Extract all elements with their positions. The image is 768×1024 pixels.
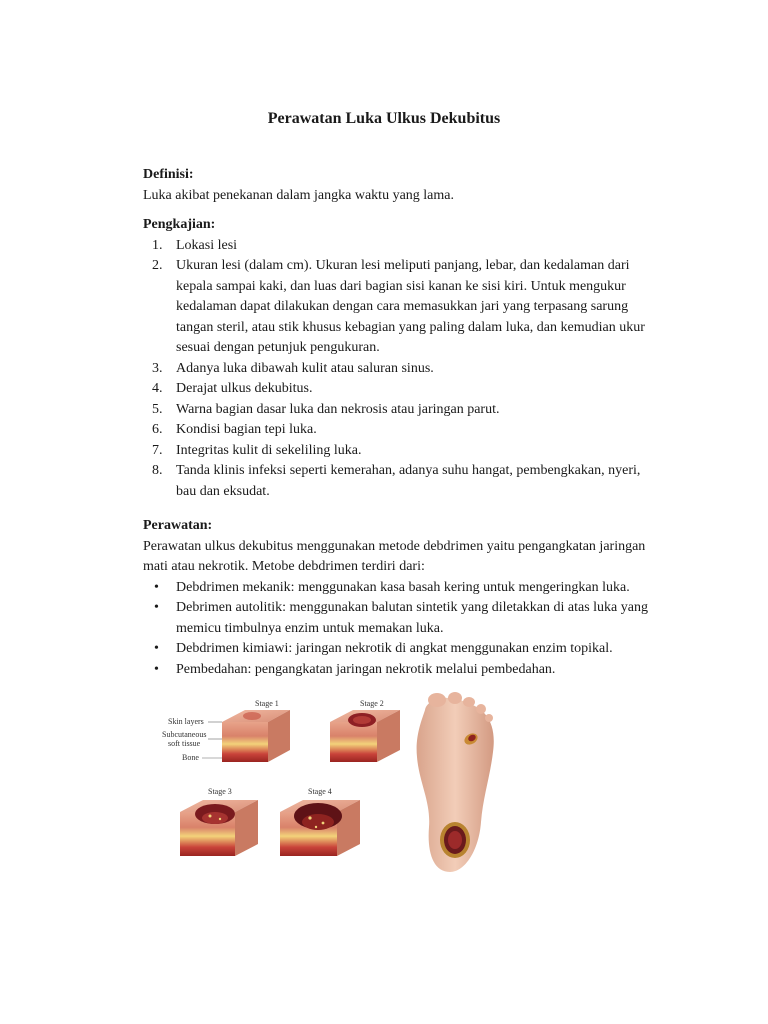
bullet-icon: •: [154, 579, 159, 595]
stage-4-label: Stage 4: [308, 787, 332, 796]
stage-1-label: Stage 1: [255, 699, 279, 708]
perawatan-heading: Perawatan:: [143, 518, 213, 533]
list-item: • Debrimen autolitik: menggunakan balutan sintetik yang diletakkan di atas luka yang memicu timbulnya enzim untuk memakan luka.: [154, 600, 648, 636]
layer-labels: [162, 717, 222, 762]
document-body: [143, 165, 663, 680]
list-item: 6. Kondisi bagian tepi luka.: [152, 422, 317, 437]
stage-2-block: [330, 699, 400, 762]
stage-1-block: [222, 699, 290, 762]
stage-3-label: Stage 3: [208, 787, 232, 796]
list-item: • Debdrimen kimiawi: jaringan nekrotik di angkat menggunakan enzim topikal.: [143, 639, 663, 660]
stage-4-block: [280, 787, 360, 856]
subcutaneous-label: Subcutaneous: [162, 730, 207, 739]
document-title: Perawatan Luka Ulkus Dekubitus: [267, 110, 501, 127]
list-item: 5. Warna bagian dasar luka dan nekrosis atau jaringan parut.: [152, 401, 500, 417]
list-item: • Pembedahan: pengangkatan jaringan nekrotik melalui pembedahan.: [143, 660, 663, 681]
bullet-icon: •: [154, 661, 159, 677]
stage-2-label: Stage 2: [360, 699, 384, 708]
bullet-icon: •: [154, 600, 159, 615]
foot-ulcer-illustration: [405, 692, 515, 877]
list-item: 7. Integritas kulit di sekeliling luka.: [152, 442, 362, 458]
soft-tissue-label: soft tissue: [168, 739, 201, 748]
list-item: 8. Tanda klinis infeksi seperti kemerahan, adanya suhu hangat, pembengkakan, nyeri, bau dan eksudat.: [152, 463, 641, 499]
pengkajian-list: [143, 236, 663, 503]
pengkajian-heading: Pengkajian:: [143, 217, 216, 232]
perawatan-list: [143, 578, 663, 681]
stage-3-block: [180, 787, 258, 856]
skin-layers-label: Skin layers: [168, 717, 204, 726]
list-item: 1. Lokasi lesi: [152, 237, 238, 253]
bullet-icon: •: [154, 641, 159, 656]
definisi-text: Luka akibat penekanan dalam jangka waktu yang lama.: [143, 187, 454, 203]
bone-label: Bone: [182, 753, 199, 762]
perawatan-text: Perawatan ulkus dekubitus menggunakan metode debdrimen yaitu pengangkatan jaringan mati atau nekrotik. Metobe debdrimen terdiri dari:: [143, 538, 646, 574]
list-item: 2. Ukuran lesi (dalam cm). Ukuran lesi meliputi panjang, lebar, dan kedalaman dari kepala sampai kaki, dan luas dari bagian sisi kanan ke sisi kiri. Untuk mengukur kedalaman dapat dilakukan dengan cara memasukkan jari yang terpasang sarung tangan steril, atau stik khusus kebagian yang paling dalam luka, dan kemudian ukur sesuai dengan petunjuk pengukuran.: [152, 258, 645, 355]
list-item: 4. Derajat ulkus dekubitus.: [152, 381, 313, 396]
list-item: • Debdrimen mekanik: menggunakan kasa basah kering untuk mengeringkan luka.: [143, 578, 663, 599]
definisi-heading: Definisi:: [143, 167, 194, 182]
list-item: 3. Adanya luka dibawah kulit atau saluran sinus.: [152, 360, 434, 376]
